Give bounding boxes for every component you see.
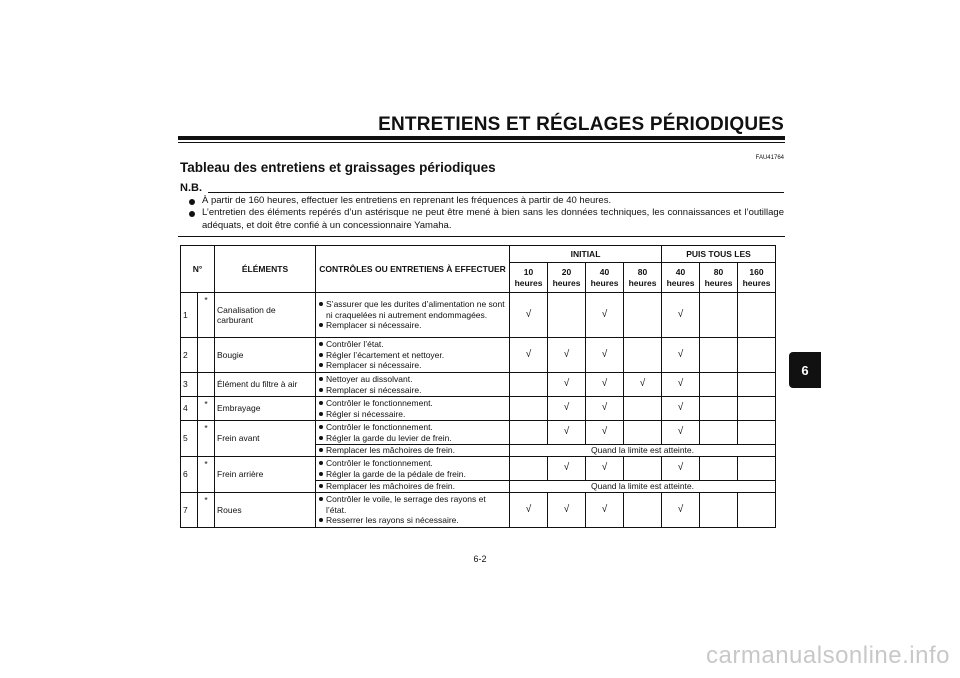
check-mark-icon: √	[601, 503, 608, 515]
row-asterisk	[198, 373, 215, 397]
row-number: 3	[181, 373, 198, 397]
interval-value: 80	[637, 267, 648, 277]
interval-value: 80	[713, 267, 724, 277]
bullet-icon	[189, 199, 195, 205]
interval-cell	[662, 421, 700, 445]
check-mark-icon: √	[563, 348, 570, 360]
row-operations	[316, 493, 510, 528]
row-asterisk: *	[198, 397, 215, 421]
row-number: 1	[181, 293, 198, 338]
header-interval	[510, 263, 548, 293]
operation-item	[318, 445, 507, 456]
operation-text: Contrôler le voile, le serrage des rayons et l’état.	[326, 494, 486, 515]
interval-cell	[548, 421, 586, 445]
row-element: Bougie	[215, 338, 316, 373]
check-mark-icon: √	[601, 348, 608, 360]
header-interval	[738, 263, 776, 293]
interval-cell	[662, 338, 700, 373]
interval-unit: heures	[704, 277, 733, 288]
header-rule-thin	[178, 142, 785, 143]
operation-item	[318, 339, 507, 350]
check-mark-icon: √	[639, 378, 646, 390]
interval-value: 160	[749, 267, 764, 277]
row-number: 4	[181, 397, 198, 421]
interval-cell	[586, 493, 624, 528]
row-operations	[316, 481, 510, 493]
interval-cell	[662, 457, 700, 481]
check-mark-icon: √	[677, 348, 684, 360]
check-mark-icon: √	[563, 378, 570, 390]
header-interval	[586, 263, 624, 293]
bullet-icon	[319, 342, 323, 346]
interval-cell	[586, 338, 624, 373]
note-label: N.B.	[180, 182, 202, 194]
interval-cell	[548, 338, 586, 373]
maintenance-table	[180, 245, 776, 528]
operation-text: Remplacer si nécessaire.	[326, 320, 422, 331]
interval-cell	[548, 373, 586, 397]
row-operations	[316, 421, 510, 445]
interval-value: 40	[675, 267, 686, 277]
interval-cell	[662, 293, 700, 338]
interval-cell	[510, 373, 548, 397]
operation-text: S’assurer que les durites d’alimentation ne sont ni craquelées ni autrement endommagées.	[326, 299, 505, 320]
check-mark-icon: √	[601, 378, 608, 390]
interval-cell	[738, 293, 776, 338]
check-mark-icon: √	[525, 308, 532, 320]
interval-cell	[738, 421, 776, 445]
operation-item	[318, 320, 507, 331]
chapter-tab	[789, 352, 821, 388]
interval-cell	[738, 397, 776, 421]
bullet-icon	[319, 401, 323, 405]
operations-list	[318, 422, 507, 443]
header-operations: CONTRÔLES OU ENTRETIENS À EFFECTUER	[316, 246, 510, 293]
doc-code: FAU41764	[755, 155, 784, 161]
check-mark-icon: √	[601, 308, 608, 320]
note-rule	[208, 192, 784, 193]
row-operations	[316, 338, 510, 373]
check-mark-icon: √	[563, 503, 570, 515]
bullet-icon	[319, 377, 323, 381]
header-interval	[662, 263, 700, 293]
check-mark-icon: √	[525, 348, 532, 360]
operations-list	[318, 299, 507, 331]
table-row	[181, 293, 776, 338]
operation-text: Remplacer les mâchoires de frein.	[326, 445, 455, 456]
row-element: Canalisation de carburant	[215, 293, 316, 338]
bullet-icon	[319, 461, 323, 465]
operation-text: Nettoyer au dissolvant.	[326, 374, 413, 384]
interval-unit: heures	[514, 277, 543, 288]
row-number: 2	[181, 338, 198, 373]
operations-list	[318, 494, 507, 526]
row-asterisk: *	[198, 421, 215, 457]
interval-cell	[548, 493, 586, 528]
row-operations	[316, 445, 510, 457]
header-thereafter: PUIS TOUS LES	[662, 246, 776, 263]
row-element: Frein avant	[215, 421, 316, 457]
interval-cell	[548, 457, 586, 481]
interval-cell	[738, 493, 776, 528]
watermark: carmanualsonline.info	[706, 642, 950, 669]
interval-cell	[586, 457, 624, 481]
interval-cell	[586, 397, 624, 421]
bullet-icon	[189, 211, 195, 217]
check-mark-icon: √	[563, 462, 570, 474]
table-row	[181, 457, 776, 481]
row-element: Élément du filtre à air	[215, 373, 316, 397]
interval-value: 10	[523, 267, 534, 277]
header-rule-thick	[178, 136, 785, 140]
operations-list	[318, 445, 507, 456]
check-mark-icon: √	[563, 402, 570, 414]
operation-text: Remplacer si nécessaire.	[326, 384, 422, 395]
interval-unit: heures	[742, 277, 771, 288]
table-row	[181, 373, 776, 397]
operation-text: Contrôler l’état.	[326, 339, 384, 350]
header-interval	[548, 263, 586, 293]
operation-item	[318, 350, 507, 361]
bullet-icon	[319, 323, 323, 327]
operation-text: Resserrer les rayons si nécessaire.	[326, 515, 459, 526]
header-initial: INITIAL	[510, 246, 662, 263]
operation-item	[318, 398, 507, 409]
row-operations	[316, 397, 510, 421]
interval-cell	[586, 293, 624, 338]
bullet-icon	[319, 518, 323, 522]
bullet-icon	[319, 472, 323, 476]
interval-span-note: Quand la limite est atteinte.	[510, 481, 776, 493]
table-row	[181, 421, 776, 445]
row-operations	[316, 293, 510, 338]
interval-cell	[662, 493, 700, 528]
operations-list	[318, 339, 507, 371]
interval-cell	[738, 373, 776, 397]
row-operations	[316, 457, 510, 481]
row-number: 7	[181, 493, 198, 528]
row-asterisk: *	[198, 293, 215, 338]
section-title: Tableau des entretiens et graissages périodiques	[180, 160, 496, 175]
operation-text: Remplacer si nécessaire.	[326, 360, 422, 371]
interval-cell	[738, 457, 776, 481]
interval-unit: heures	[666, 277, 695, 288]
interval-cell	[738, 338, 776, 373]
operation-item	[318, 299, 507, 320]
chapter-tab-label: 6	[801, 362, 809, 378]
interval-cell	[700, 397, 738, 421]
bullet-icon	[319, 497, 323, 501]
interval-cell	[624, 338, 662, 373]
operations-list	[318, 374, 507, 395]
operation-text: Régler l’écartement et nettoyer.	[326, 349, 445, 360]
interval-cell	[624, 421, 662, 445]
interval-cell	[548, 293, 586, 338]
interval-cell	[624, 493, 662, 528]
operation-text: Contrôler le fonctionnement.	[326, 458, 433, 468]
operation-item	[318, 374, 507, 385]
header-elements: ÉLÉMENTS	[215, 246, 316, 293]
interval-value: 40	[599, 267, 610, 277]
operation-text: Régler la garde de la pédale de frein.	[326, 468, 466, 479]
interval-unit: heures	[552, 277, 581, 288]
check-mark-icon: √	[563, 426, 570, 438]
interval-cell	[700, 293, 738, 338]
interval-unit: heures	[628, 277, 657, 288]
operations-list	[318, 398, 507, 419]
interval-cell	[700, 421, 738, 445]
bullet-icon	[319, 363, 323, 367]
operation-item	[318, 481, 507, 492]
operations-list	[318, 481, 507, 492]
interval-cell	[510, 421, 548, 445]
interval-cell	[624, 457, 662, 481]
operation-item	[318, 469, 507, 480]
header-num: N°	[181, 246, 215, 293]
bullet-icon	[319, 388, 323, 392]
note-item: L’entretien des éléments repérés d’un astérisque ne peut être mené à bien sans les données techniques, les connaissances et l’outillage adéquats, et doit être confié à un concessionnaire Yamaha.	[202, 207, 784, 231]
row-operations	[316, 373, 510, 397]
interval-cell	[662, 373, 700, 397]
check-mark-icon: √	[525, 503, 532, 515]
operation-text: Contrôler le fonctionnement.	[326, 398, 433, 408]
interval-cell	[624, 293, 662, 338]
row-element: Roues	[215, 493, 316, 528]
operation-text: Régler si nécessaire.	[326, 408, 406, 419]
interval-cell	[510, 493, 548, 528]
row-number: 5	[181, 421, 198, 457]
check-mark-icon: √	[677, 378, 684, 390]
check-mark-icon: √	[601, 426, 608, 438]
bullet-icon	[319, 425, 323, 429]
interval-cell	[510, 293, 548, 338]
interval-cell	[548, 397, 586, 421]
operation-text: Contrôler le fonctionnement.	[326, 422, 433, 432]
operation-item	[318, 409, 507, 420]
operation-item	[318, 494, 507, 515]
check-mark-icon: √	[601, 402, 608, 414]
bullet-icon	[319, 436, 323, 440]
check-mark-icon: √	[677, 402, 684, 414]
interval-value: 20	[561, 267, 572, 277]
row-number: 6	[181, 457, 198, 493]
operation-item	[318, 385, 507, 396]
interval-unit: heures	[590, 277, 619, 288]
interval-cell	[624, 397, 662, 421]
check-mark-icon: √	[677, 503, 684, 515]
table-row	[181, 493, 776, 528]
note-item: À partir de 160 heures, effectuer les entretiens en reprenant les fréquences à partir de 40 heures.	[202, 195, 612, 206]
interval-cell	[586, 421, 624, 445]
interval-cell	[700, 338, 738, 373]
table-row	[181, 397, 776, 421]
row-asterisk	[198, 338, 215, 373]
operation-item	[318, 360, 507, 371]
row-element: Embrayage	[215, 397, 316, 421]
chapter-title: ENTRETIENS ET RÉGLAGES PÉRIODIQUES	[378, 114, 784, 135]
row-element: Frein arrière	[215, 457, 316, 493]
bullet-icon	[319, 484, 323, 488]
interval-cell	[662, 397, 700, 421]
operation-item	[318, 515, 507, 526]
row-asterisk: *	[198, 493, 215, 528]
note-bottom-rule	[178, 236, 785, 237]
operation-item	[318, 422, 507, 433]
interval-cell	[700, 373, 738, 397]
interval-cell	[624, 373, 662, 397]
bullet-icon	[319, 412, 323, 416]
bullet-icon	[319, 448, 323, 452]
interval-cell	[510, 397, 548, 421]
interval-cell	[586, 373, 624, 397]
operation-text: Régler la garde du levier de frein.	[326, 432, 452, 443]
interval-cell	[510, 338, 548, 373]
header-interval	[700, 263, 738, 293]
operation-item	[318, 458, 507, 469]
page-number: 6-2	[473, 554, 487, 564]
check-mark-icon: √	[677, 462, 684, 474]
operation-item	[318, 433, 507, 444]
operation-text: Remplacer les mâchoires de frein.	[326, 481, 455, 492]
interval-cell	[700, 493, 738, 528]
bullet-icon	[319, 302, 323, 306]
operations-list	[318, 458, 507, 479]
check-mark-icon: √	[677, 308, 684, 320]
header-interval	[624, 263, 662, 293]
row-asterisk: *	[198, 457, 215, 493]
table-row	[181, 338, 776, 373]
interval-cell	[700, 457, 738, 481]
bullet-icon	[319, 353, 323, 357]
interval-cell	[510, 457, 548, 481]
check-mark-icon: √	[677, 426, 684, 438]
check-mark-icon: √	[601, 462, 608, 474]
interval-span-note: Quand la limite est atteinte.	[510, 445, 776, 457]
